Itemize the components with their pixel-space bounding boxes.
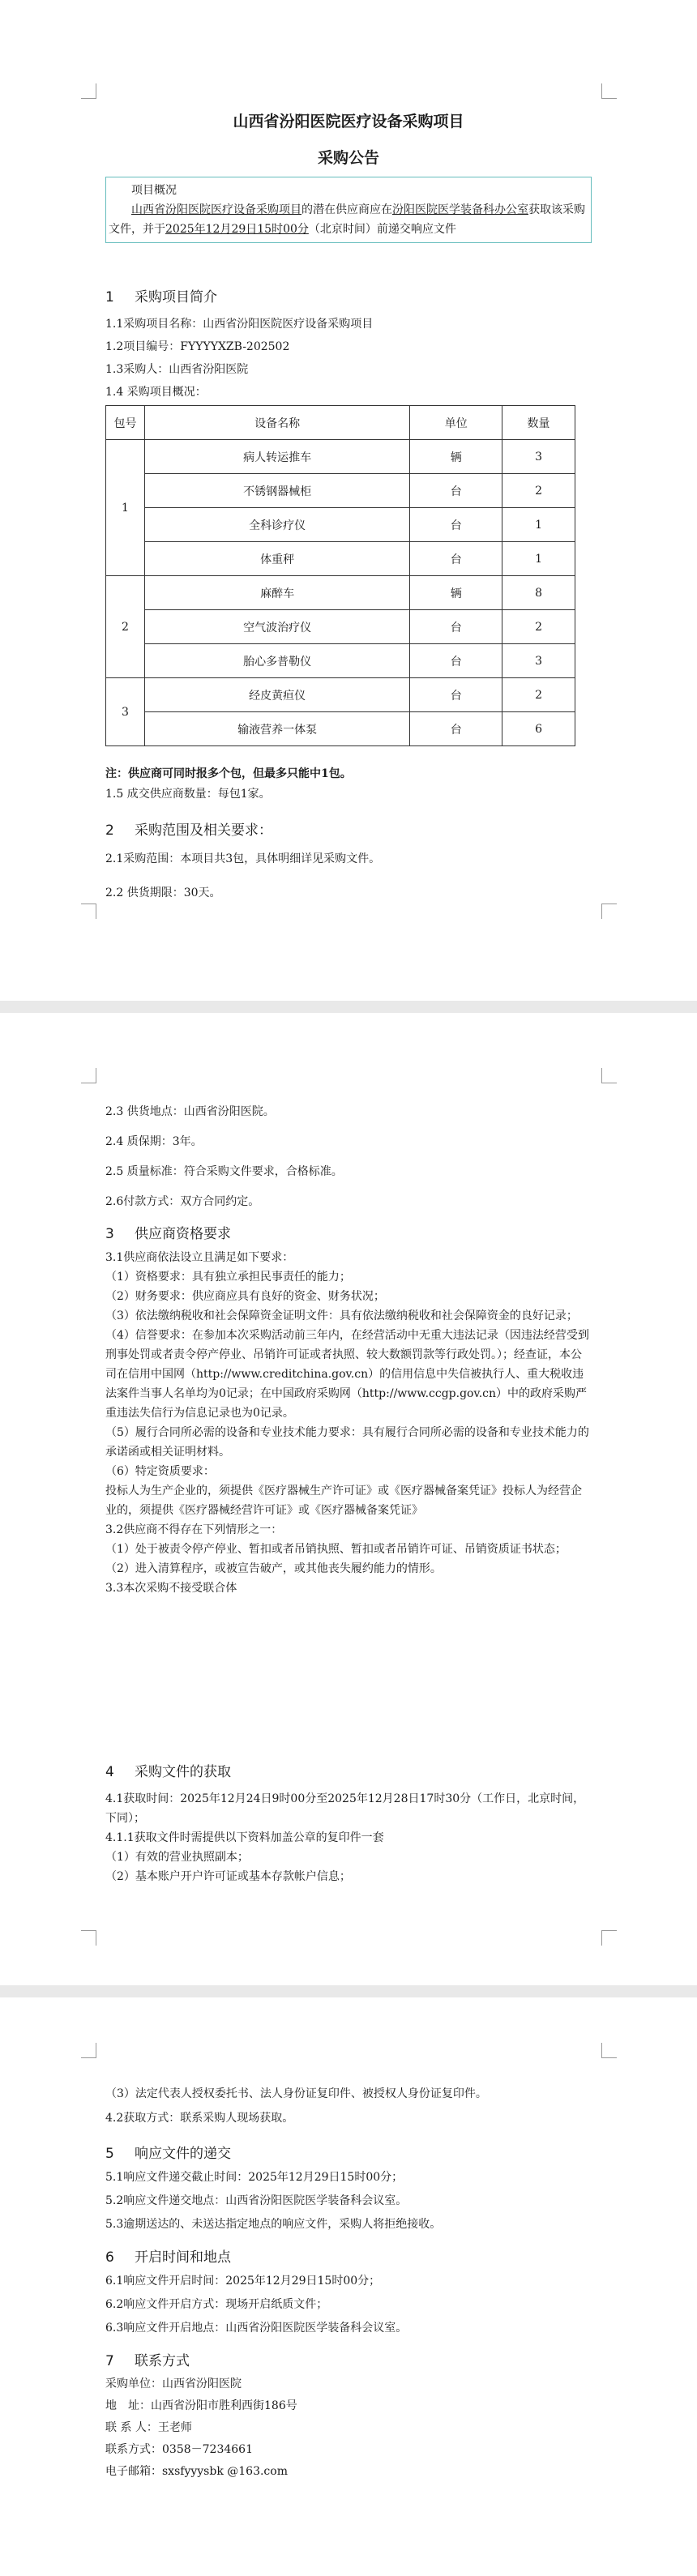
quantity-cell: 2 [502, 678, 575, 712]
qualification-3-1: 3.1供应商依法设立且满足如下要求： [105, 1251, 294, 1264]
overview-text: 采购文件，并于 [109, 203, 585, 236]
equipment-name-cell: 不锈钢器械柜 [144, 474, 409, 508]
table-row [106, 712, 575, 746]
table-row [106, 576, 575, 610]
equipment-name-cell: 体重秤 [144, 542, 409, 576]
section-number: 3 [105, 1226, 114, 1242]
qualification-item: （6）特定资质要求： [105, 1465, 215, 1478]
qualification-item: 投标人为生产企业的，须提供《医疗器械生产许可证》或《医疗器械备案凭证》投标人为经营企业的，须提供《医疗器械经营许可证》或《医疗器械备案凭证》 [105, 1485, 582, 1517]
opening-6-1: 6.1响应文件开启时间：2025年12月29日15时00分； [105, 2275, 381, 2288]
equipment-name-cell: 全科诊疗仪 [144, 508, 409, 542]
item-2-6: 2.6付款方式：双方合同约定。 [105, 1195, 260, 1208]
table-row [106, 678, 575, 712]
overview-text: （北京时间）前递交响应文件 [308, 223, 456, 236]
section-title: 采购范围及相关要求： [135, 822, 272, 839]
qualification-3-2: 3.2供应商不得存在下列情形之一： [105, 1523, 283, 1536]
section-title: 响应文件的递交 [135, 2146, 231, 2162]
overview-heading: 项目概况 [131, 184, 177, 197]
item-1-2: 1.2项目编号：FYYYYXZB-202502 [105, 340, 290, 353]
acquisition-4-2: 4.2获取方式：联系采购人现场获取。 [105, 2112, 294, 2125]
overview-project-name: 山西省汾阳医院医疗设备采购项目 [131, 203, 301, 216]
equipment-name-cell: 麻醉车 [144, 576, 409, 610]
unit-cell: 台 [410, 610, 502, 644]
section-heading-5 [105, 2142, 592, 2162]
table-header: 单位 [410, 406, 502, 440]
section-title: 采购项目简介 [135, 289, 217, 305]
document-page-1 [0, 0, 697, 1001]
equipment-name-cell: 经皮黄疸仪 [144, 678, 409, 712]
quantity-cell: 6 [502, 712, 575, 746]
unit-cell: 辆 [410, 440, 502, 474]
table-row [106, 644, 575, 678]
package-cell: 3 [106, 678, 145, 746]
overview-text: 获取该 [528, 203, 562, 216]
qualification-item: （4）信誉要求：在参加本次采购活动前三年内，在经营活动中无重大违法记录（因违法经营受到刑事处罚或者责令停产停业、吊销许可证或者执照、较大数额罚款等行政处罚。）；经查证，本公司在信用中国网（http://www.creditchina.gov.cn）的信用信息中失信被执行人、重大税收违法案件当事人名单均为0记录；在中国政府采购网（http://www.ccgp.gov.cn）中的政府采购严重违法失信行为信息记录也为0记录。 [105, 1329, 589, 1420]
item-2-4: 2.4 质保期：3年。 [105, 1135, 203, 1148]
section-title: 开启时间和地点 [135, 2249, 231, 2266]
section-heading-3 [105, 1222, 592, 1242]
quantity-cell: 3 [502, 644, 575, 678]
item-2-5: 2.5 质量标准：符合采购文件要求，合格标准。 [105, 1165, 343, 1178]
overview-location: 汾阳医院医学装备科办公室 [392, 203, 528, 216]
crop-mark [81, 83, 96, 99]
submission-5-3: 5.3逾期送达的、未送达指定地点的响应文件，采购人将拒绝接收。 [105, 2218, 442, 2231]
crop-mark [601, 1930, 617, 1946]
item-1-5: 1.5 成交供应商数量：每包1家。 [105, 788, 271, 801]
section-number: 6 [105, 2249, 114, 2266]
section-heading-4 [105, 1760, 592, 1780]
table-header-row [106, 406, 575, 440]
overview-deadline: 2025年12月29日15时00分 [165, 223, 309, 236]
qualification-item: （1）处于被责令停产停业、暂扣或者吊销执照、暂扣或者吊销许可证、吊销资质证书状态； [105, 1543, 567, 1556]
overview-text: 的潜在供应商应在 [301, 203, 392, 216]
document-subtitle: 采购公告 [317, 149, 379, 167]
item-2-2: 2.2 供货期限：30天。 [105, 886, 221, 899]
submission-5-2: 5.2响应文件递交地点：山西省汾阳医院医学装备科会议室。 [105, 2194, 408, 2207]
contact-unit: 采购单位：山西省汾阳医院 [105, 2377, 242, 2390]
crop-mark [601, 1068, 617, 1083]
table-header: 设备名称 [144, 406, 409, 440]
equipment-name-cell: 空气波治疗仪 [144, 610, 409, 644]
crop-mark [81, 2043, 96, 2058]
item-2-3: 2.3 供货地点：山西省汾阳医院。 [105, 1105, 275, 1118]
qualification-item: （1）资格要求：具有独立承担民事责任的能力； [105, 1271, 351, 1284]
package-cell: 2 [106, 576, 145, 678]
section-heading-2 [105, 818, 592, 839]
section-heading-7 [105, 2349, 592, 2369]
contact-person: 联 系 人：王老师 [105, 2421, 192, 2434]
section-title: 联系方式 [135, 2353, 190, 2369]
quantity-cell: 3 [502, 440, 575, 474]
section-title: 供应商资格要求 [135, 1226, 231, 1242]
section-heading-1 [105, 285, 592, 305]
table-row [106, 610, 575, 644]
crop-mark [81, 1930, 96, 1946]
table-row [106, 474, 575, 508]
acquisition-item: （1）有效的营业执照副本； [105, 1851, 249, 1864]
package-note: 注：供应商可同时报多个包，但最多只能中1包。 [105, 767, 352, 780]
project-overview-box [105, 177, 592, 243]
item-2-1: 2.1采购范围：本项目共3包，具体明细详见采购文件。 [105, 852, 381, 865]
unit-cell: 台 [410, 474, 502, 508]
acquisition-4-1-1: 4.1.1获取文件时需提供以下资料加盖公章的复印件一套 [105, 1831, 384, 1844]
section-heading-6 [105, 2245, 592, 2266]
unit-cell: 台 [410, 712, 502, 746]
equipment-name-cell: 胎心多普勒仪 [144, 644, 409, 678]
acquisition-4-1: 4.1获取时间：2025年12月24日9时00分至2025年12月28日17时30分（工作日，北京时间，下同）； [105, 1792, 585, 1825]
unit-cell: 台 [410, 542, 502, 576]
section-title: 采购文件的获取 [135, 1764, 231, 1780]
qualification-item: （2）进入清算程序，或被宣告破产，或其他丧失履约能力的情形。 [105, 1562, 442, 1575]
table-row [106, 440, 575, 474]
quantity-cell: 8 [502, 576, 575, 610]
section-number: 4 [105, 1764, 114, 1780]
quantity-cell: 2 [502, 474, 575, 508]
item-1-3: 1.3采购人：山西省汾阳医院 [105, 363, 249, 376]
item-1-4: 1.4 采购项目概况： [105, 386, 207, 399]
crop-mark [81, 1068, 96, 1083]
contact-phone: 联系方式：0358－7234661 [105, 2443, 253, 2456]
section-number: 1 [105, 289, 114, 305]
qualification-item: （2）财务要求：供应商应具有良好的资金、财务状况； [105, 1290, 385, 1303]
acquisition-item: （3）法定代表人授权委托书、法人身份证复印件、被授权人身份证复印件。 [105, 2087, 487, 2100]
equipment-name-cell: 病人转运推车 [144, 440, 409, 474]
table-row [106, 542, 575, 576]
qualification-3-3: 3.3本次采购不接受联合体 [105, 1582, 237, 1595]
section-number: 5 [105, 2146, 114, 2162]
quantity-cell: 1 [502, 508, 575, 542]
crop-mark [601, 904, 617, 919]
quantity-cell: 1 [502, 542, 575, 576]
contact-address: 地 址：山西省汾阳市胜利西街186号 [105, 2399, 297, 2412]
document-page-3 [0, 1997, 697, 2576]
section-number: 7 [105, 2353, 114, 2369]
item-1-1: 1.1采购项目名称：山西省汾阳医院医疗设备采购项目 [105, 318, 374, 331]
unit-cell: 台 [410, 644, 502, 678]
unit-cell: 辆 [410, 576, 502, 610]
qualification-item: （3）依法缴纳税收和社会保障资金证明文件：具有依法缴纳税收和社会保障资金的良好记录； [105, 1309, 578, 1322]
package-cell: 1 [106, 440, 145, 576]
document-title: 山西省汾阳医院医疗设备采购项目 [233, 113, 464, 130]
equipment-name-cell: 输液营养一体泵 [144, 712, 409, 746]
section-number: 2 [105, 822, 114, 839]
acquisition-item: （2）基本账户开户许可证或基本存款帐户信息； [105, 1870, 351, 1883]
table-row [106, 508, 575, 542]
opening-6-2: 6.2响应文件开启方式：现场开启纸质文件； [105, 2298, 328, 2311]
crop-mark [601, 2043, 617, 2058]
document-page-2 [0, 1013, 697, 1985]
unit-cell: 台 [410, 678, 502, 712]
crop-mark [601, 83, 617, 99]
submission-5-1: 5.1响应文件递交截止时间：2025年12月29日15时00分； [105, 2171, 404, 2184]
table-header: 数量 [502, 406, 575, 440]
qualification-item: （5）履行合同所必需的设备和专业技术能力要求：具有履行合同所必需的设备和专业技术能力的承诺函或相关证明材料。 [105, 1426, 589, 1459]
contact-email: 电子邮箱：sxsfyyysbk @163.com [105, 2465, 288, 2478]
quantity-cell: 2 [502, 610, 575, 644]
table-header: 包号 [106, 406, 145, 440]
opening-6-3: 6.3响应文件开启地点：山西省汾阳医院医学装备科会议室。 [105, 2322, 408, 2335]
equipment-table [105, 405, 575, 746]
unit-cell: 台 [410, 508, 502, 542]
crop-mark [81, 904, 96, 919]
